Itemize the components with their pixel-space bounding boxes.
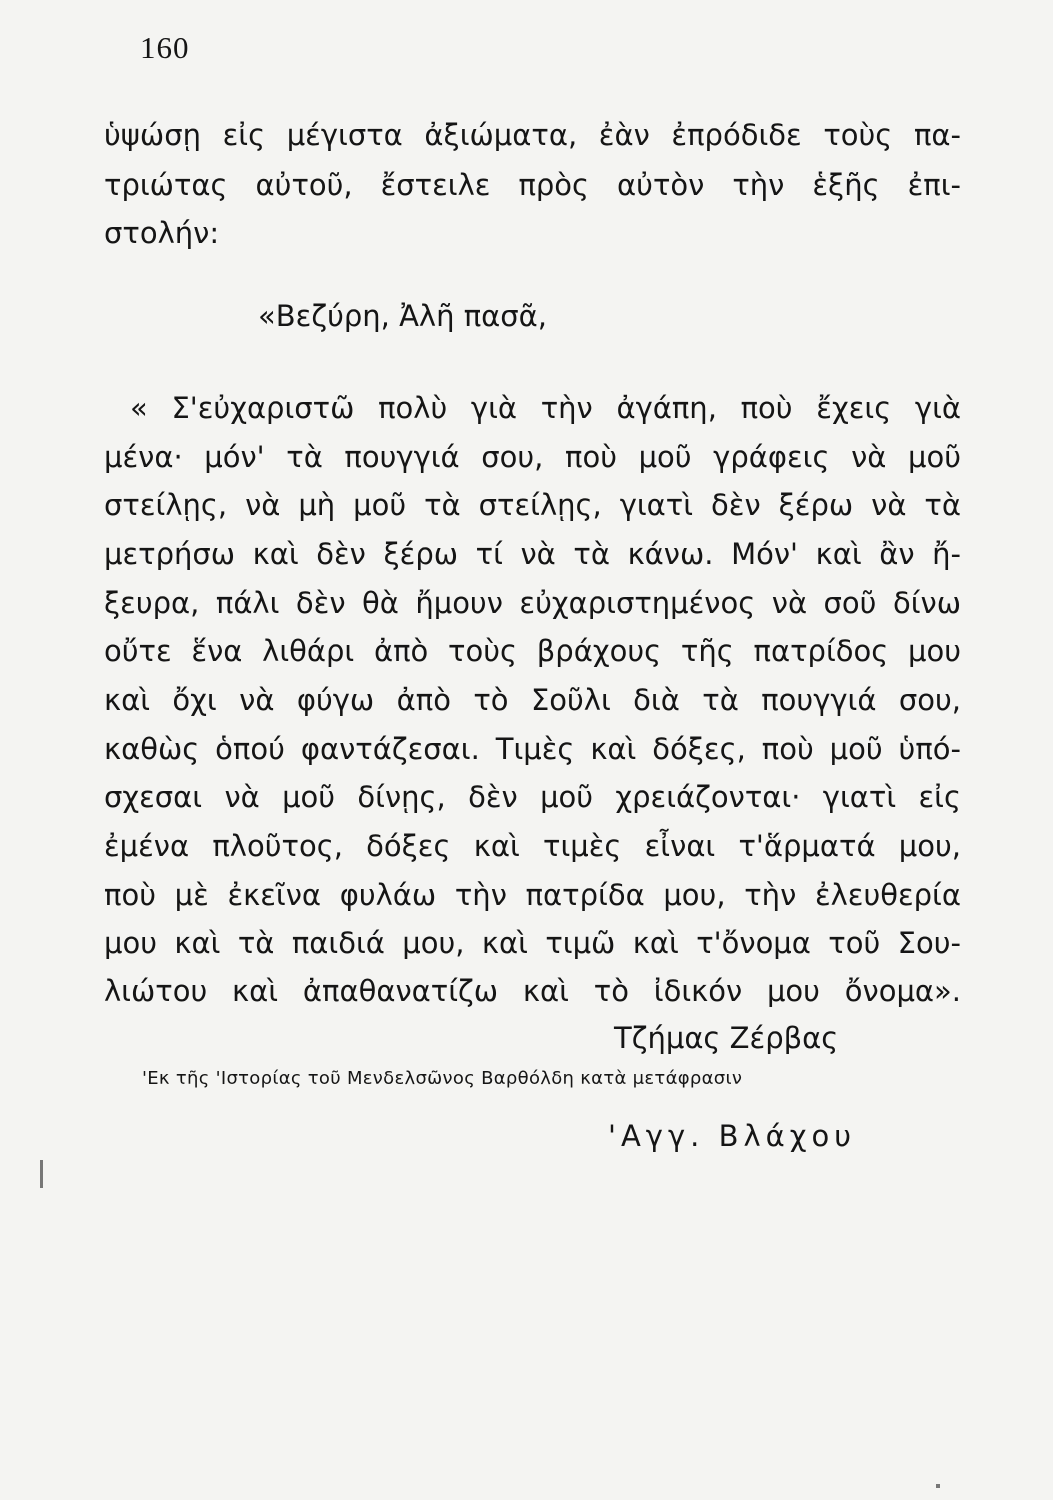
letter-line: ἐμένα πλοῦτος, δόξες καὶ τιμὲς εἶναι τ'ἅρματά μου, bbox=[104, 829, 961, 863]
letter-line: λιώτου καὶ ἀπαθανατίζω καὶ τὸ ἰδικόν μου ὄνομα». bbox=[104, 974, 961, 1008]
letter-line: « Σ'εὐχαριστῶ πολὺ γιὰ τὴν ἀγάπη, ποὺ ἔχεις γιὰ bbox=[130, 391, 961, 425]
letter-line: μένα· μόν' τὰ πουγγιά σου, ποὺ μοῦ γράφεις νὰ μοῦ bbox=[104, 440, 961, 474]
source-note: 'Εκ τῆς 'Ιστορίας τοῦ Μενδελσῶνος Βαρθόλδη κατὰ μετάφρασιν bbox=[142, 1068, 743, 1089]
letter-line: μου καὶ τὰ παιδιά μου, καὶ τιμῶ καὶ τ'ὄνομα τοῦ Σου- bbox=[104, 926, 961, 960]
page-number: 160 bbox=[140, 30, 190, 65]
scan-speck bbox=[936, 1484, 940, 1488]
letter-greeting: «Βεζύρη, Ἀλῆ πασᾶ, bbox=[258, 299, 547, 333]
translator-credit: 'Αγγ. Βλάχου bbox=[608, 1119, 857, 1153]
intro-line: στολήν: bbox=[104, 216, 220, 250]
letter-line: ξευρα, πάλι δὲν θὰ ἤμουν εὐχαριστημένος νὰ σοῦ δίνω bbox=[104, 586, 961, 620]
letter-line: στείλῃς, νὰ μὴ μοῦ τὰ στείλῃς, γιατὶ δὲν ξέρω νὰ τὰ bbox=[104, 488, 961, 522]
letter-line: οὔτε ἕνα λιθάρι ἀπὸ τοὺς βράχους τῆς πατρίδος μου bbox=[104, 634, 961, 668]
letter-line: ποὺ μὲ ἐκεῖνα φυλάω τὴν πατρίδα μου, τὴν ἐλευθερία bbox=[104, 878, 961, 912]
letter-line: καθὼς ὁπού φαντάζεσαι. Τιμὲς καὶ δόξες, ποὺ μοῦ ὑπό- bbox=[104, 732, 961, 766]
intro-line: τριώτας αὐτοῦ, ἔστειλε πρὸς αὐτὸν τὴν ἑξῆς ἐπι- bbox=[104, 168, 961, 202]
letter-line: καὶ ὄχι νὰ φύγω ἀπὸ τὸ Σοῦλι διὰ τὰ πουγγιά σου, bbox=[104, 683, 961, 717]
scan-speck bbox=[40, 1160, 43, 1188]
letter-line: μετρήσω καὶ δὲν ξέρω τί νὰ τὰ κάνω. Μόν' καὶ ἂν ἤ- bbox=[104, 537, 961, 571]
letter-signature: Τζήμας Ζέρβας bbox=[614, 1021, 839, 1055]
letter-line: σχεσαι νὰ μοῦ δίνῃς, δὲν μοῦ χρειάζονται· γιατὶ εἰς bbox=[104, 780, 961, 814]
intro-line: ὑψώσῃ εἰς μέγιστα ἀξιώματα, ἐὰν ἐπρόδιδε τοὺς πα- bbox=[104, 118, 961, 152]
